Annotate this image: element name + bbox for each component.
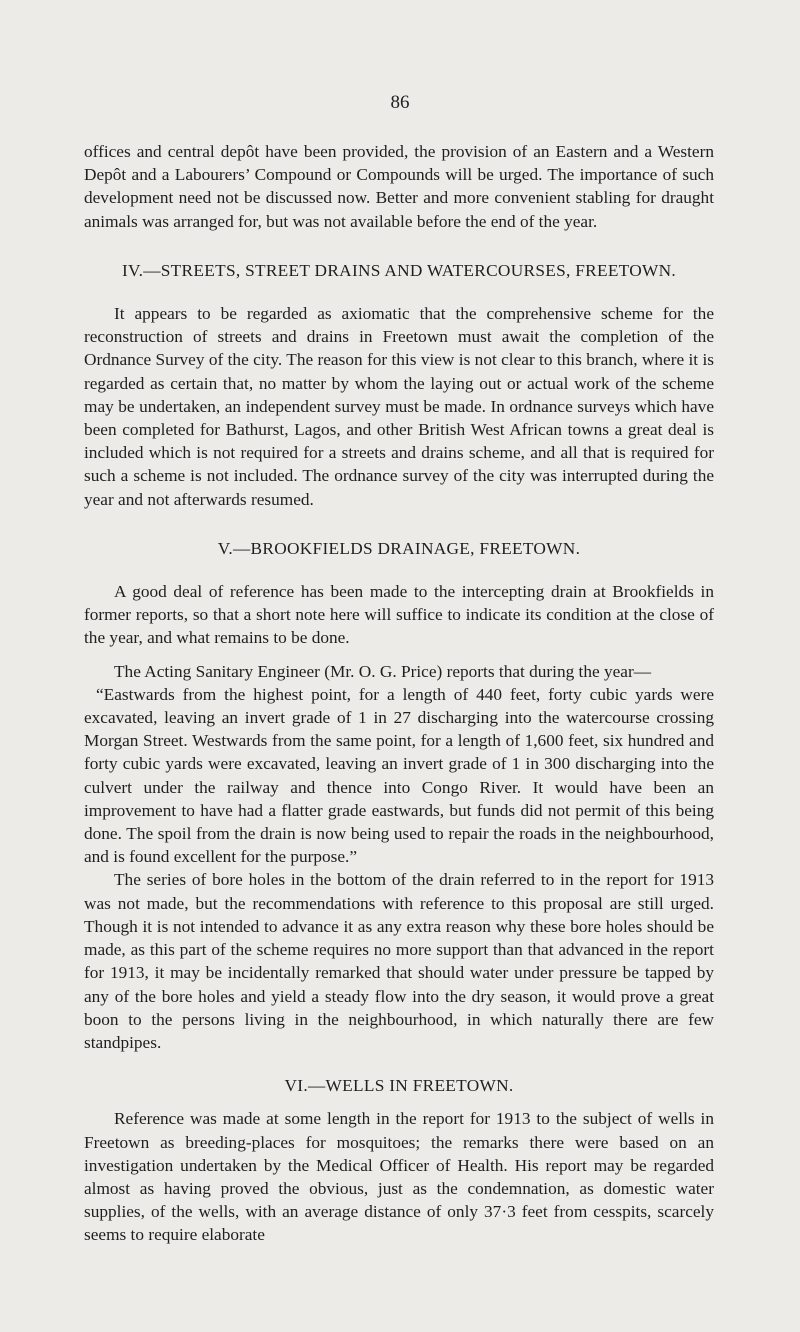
paragraph-engineer-report: The Acting Sanitary Engineer (Mr. O. G. Price) reports that during the year— xyxy=(114,661,652,681)
paragraph-brookfields-intro: A good deal of reference has been made to the intercepting drain at Brookfields in former reports, so that a short note here will suffice to indicate its condition at the close of the year, and what remains to be done. xyxy=(84,582,714,648)
paragraph-wells: Reference was made at some length in the report for 1913 to the subject of wells in Freetown as breeding-places for mosquitoes; the remarks there were based on an investigation undertaken by the Medical Officer of Health. His report may be regarded almost as having proved the obvious, just as the condemnation, as domestic water supplies, of the wells, with an average distance of only 37·3 feet from cesspits, scarcely seems to require elaborate xyxy=(84,1109,714,1245)
paragraph-depots: offices and central depôt have been provided, the provision of an Eastern and a Western Depôt and a Labourers’ Compound or Compounds will be urged. The importance of such development need not be discussed now. Better and more convenient stabling for draught animals was arranged for, but was not available before the end of the year. xyxy=(84,142,714,231)
section-heading-streets: IV.—STREETS, STREET DRAINS AND WATERCOURSES, FREETOWN. xyxy=(121,260,677,280)
paragraph-bore-holes: The series of bore holes in the bottom of the drain referred to in the report for 1913 was not made, but the recommendations with reference to this proposal are still urged. Though it is not intended to advance it as any extra reason why these bore holes should be made, as this part of the scheme requires no more support than that advanced in the report for 1913, it may be incidentally remarked that should water under pressure be tapped by any of the bore holes and yield a steady flow into the dry season, it would prove a great boon to the persons living in the neighbourhood, in which naturally there are few standpipes. xyxy=(84,870,714,1052)
page-body xyxy=(84,140,714,1247)
quoted-report: “Eastwards from the highest point, for a length of 440 feet, forty cubic yards were excavated, leaving an invert grade of 1 in 27 discharging into the watercourse crossing Morgan Street. Westwards from the same point, for a length of 1,600 feet, six hundred and forty cubic yards were excavated, leaving an invert grade of 1 in 300 discharging into the culvert under the railway and thence into Congo River. It would have been an improvement to have had a flatter grade eastwards, but funds did not permit of this being done. The spoil from the drain is now being used to repair the roads in the neighbourhood, and is found excellent for the purpose.” xyxy=(84,684,714,867)
section-heading-brookfields: V.—BROOKFIELDS DRAINAGE, FREETOWN. xyxy=(217,538,581,558)
paragraph-ordnance-survey: It appears to be regarded as axiomatic that the comprehensive scheme for the reconstruction of streets and drains in Freetown must await the completion of the Ordnance Survey of the city. The reason for this view is not clear to this branch, where it is regarded as certain that, no matter by whom the laying out or actual work of the scheme may be undertaken, an independent survey must be made. In ordnance surveys which have been completed for Bathurst, Lagos, and other British West African towns a great deal is included which is not required for a streets and drains scheme, and all that is required for such a scheme is not included. The ordnance survey of the city was interrupted during the year and not afterwards resumed. xyxy=(84,304,714,509)
page-number: 86 xyxy=(390,92,410,113)
section-heading-wells: VI.—WELLS IN FREETOWN. xyxy=(284,1076,514,1096)
